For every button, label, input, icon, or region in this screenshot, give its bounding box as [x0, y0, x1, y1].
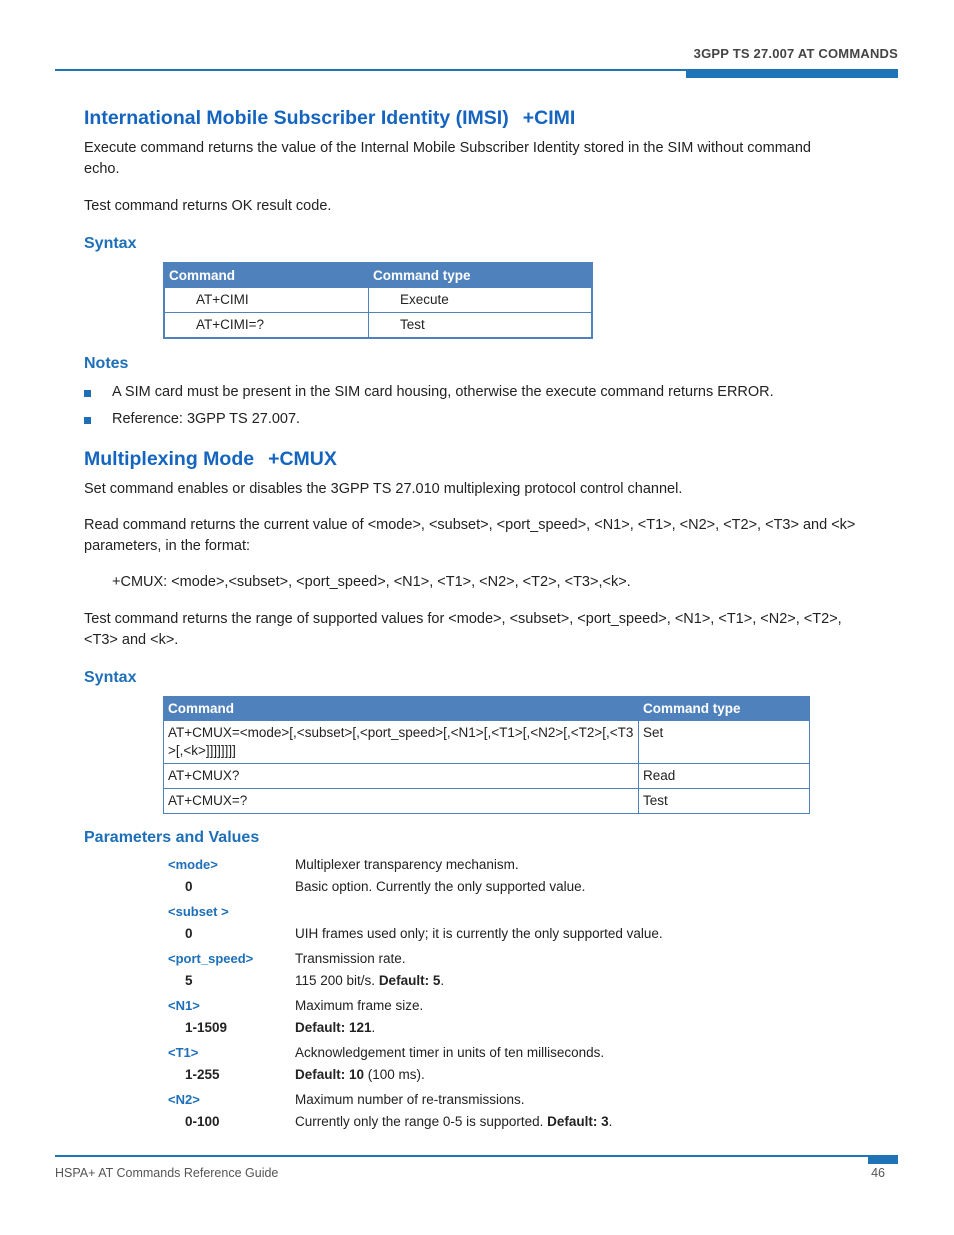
- cimi-description: Execute command returns the value of the Internal Mobile Subscriber Identity stored in the SIM without command echo.: [84, 140, 811, 177]
- cmux-syntax-table: [163, 696, 810, 814]
- param-description: Currently only the range 0-5 is supported. Default: 3.: [295, 1114, 613, 1129]
- cmux-test-description: Test command returns the range of supported values for <mode>, <subset>, <port_speed>, <N1>, <T1>, <N2>, <T2>, <T3> and <k>.: [84, 611, 842, 648]
- footer-accent-bar: [868, 1155, 898, 1164]
- param-row: [84, 1045, 844, 1065]
- table-row: [164, 313, 592, 339]
- table-row: [164, 789, 810, 814]
- param-value-row: [84, 1020, 844, 1040]
- param-name: <T1>: [168, 1045, 199, 1060]
- running-header: 3GPP TS 27.007 AT COMMANDS: [693, 46, 898, 61]
- param-value-row: [84, 1114, 844, 1134]
- param-name: <N1>: [168, 998, 200, 1013]
- param-value: 0-100: [185, 1114, 220, 1129]
- section-title-text: Multiplexing Mode: [84, 448, 255, 470]
- section-title-text: International Mobile Subscriber Identity (IMSI): [84, 107, 509, 129]
- param-description: Multiplexer transparency mechanism.: [295, 857, 519, 872]
- section-title-cimi: [84, 107, 575, 130]
- parameters-heading: Parameters and Values: [84, 829, 260, 846]
- footer-rule: [55, 1155, 898, 1157]
- param-value-row: [84, 1067, 844, 1087]
- page-number: 46: [871, 1166, 885, 1180]
- syntax-heading: Syntax: [84, 235, 137, 252]
- list-item: A SIM card must be present in the SIM card housing, otherwise the execute command returns ERROR.: [84, 382, 774, 403]
- table-row: [164, 288, 592, 313]
- param-value-row: [84, 879, 844, 899]
- param-description: Default: 121.: [295, 1020, 376, 1035]
- param-description: Default: 10 (100 ms).: [295, 1067, 425, 1082]
- param-row: [84, 904, 844, 924]
- param-value: 5: [185, 973, 193, 988]
- param-description: 115 200 bit/s. Default: 5.: [295, 973, 445, 988]
- table-cell: Test: [369, 313, 593, 339]
- column-header: Command type: [369, 263, 593, 288]
- param-value: 1-1509: [185, 1020, 228, 1035]
- param-value: 0: [185, 926, 193, 941]
- param-row: [84, 857, 844, 877]
- param-value: 1-255: [185, 1067, 220, 1082]
- table-cell: AT+CIMI=?: [164, 313, 369, 339]
- column-header: Command type: [639, 697, 810, 721]
- column-header: Command: [164, 263, 369, 288]
- cimi-test-description: Test command returns OK result code.: [84, 198, 332, 214]
- cmux-format-line: +CMUX: <mode>,<subset>, <port_speed>, <N1>, <T1>, <N2>, <T2>, <T3>,<k>.: [112, 574, 631, 590]
- footer-doc-title: HSPA+ AT Commands Reference Guide: [55, 1166, 279, 1180]
- table-cell: Test: [639, 789, 810, 814]
- param-description: Maximum number of re-transmissions.: [295, 1092, 525, 1107]
- table-cell: Set: [639, 721, 810, 764]
- table-cell: Read: [639, 764, 810, 789]
- param-description: Transmission rate.: [295, 951, 406, 966]
- table-cell: AT+CMUX=<mode>[,<subset>[,<port_speed>[,<N1>[,<T1>[,<N2>[,<T2>[,<T3>[,<k>]]]]]]]]: [164, 721, 639, 764]
- table-header-row: [164, 263, 592, 288]
- cmux-set-description: Set command enables or disables the 3GPP TS 27.010 multiplexing protocol control channel.: [84, 481, 683, 497]
- bullet-square-icon: [84, 417, 91, 424]
- table-row: [164, 764, 810, 789]
- cimi-syntax-table: [163, 262, 593, 339]
- param-row: [84, 951, 844, 971]
- param-name: <N2>: [168, 1092, 200, 1107]
- section-title-command: +CMUX: [268, 448, 337, 470]
- table-cell: Execute: [369, 288, 593, 313]
- param-value-row: [84, 926, 844, 946]
- notes-heading: Notes: [84, 355, 129, 372]
- table-row: [164, 721, 810, 764]
- table-cell: AT+CMUX?: [164, 764, 639, 789]
- param-name: <subset >: [168, 904, 229, 919]
- param-row: [84, 998, 844, 1018]
- table-cell: AT+CIMI: [164, 288, 369, 313]
- section-title-command: +CIMI: [522, 107, 576, 129]
- param-name: <port_speed>: [168, 951, 254, 966]
- list-item: Reference: 3GPP TS 27.007.: [84, 409, 300, 430]
- param-description: Acknowledgement timer in units of ten milliseconds.: [295, 1045, 605, 1060]
- param-description: Maximum frame size.: [295, 998, 424, 1013]
- syntax-heading: Syntax: [84, 669, 137, 686]
- param-description: UIH frames used only; it is currently the only supported value.: [295, 926, 663, 941]
- column-header: Command: [164, 697, 639, 721]
- param-value: 0: [185, 879, 193, 894]
- table-header-row: [164, 697, 810, 721]
- param-description: Basic option. Currently the only supported value.: [295, 879, 586, 894]
- table-cell: AT+CMUX=?: [164, 789, 639, 814]
- param-name: <mode>: [168, 857, 218, 872]
- cmux-read-description: Read command returns the current value of <mode>, <subset>, <port_speed>, <N1>, <T1>, <N2>, <T2>, <T3> and <k> parameters, in the format:: [84, 517, 856, 554]
- section-title-cmux: [84, 448, 337, 471]
- param-value-row: [84, 973, 844, 993]
- bullet-square-icon: [84, 390, 91, 397]
- param-row: [84, 1092, 844, 1112]
- header-accent-bar: [686, 69, 898, 78]
